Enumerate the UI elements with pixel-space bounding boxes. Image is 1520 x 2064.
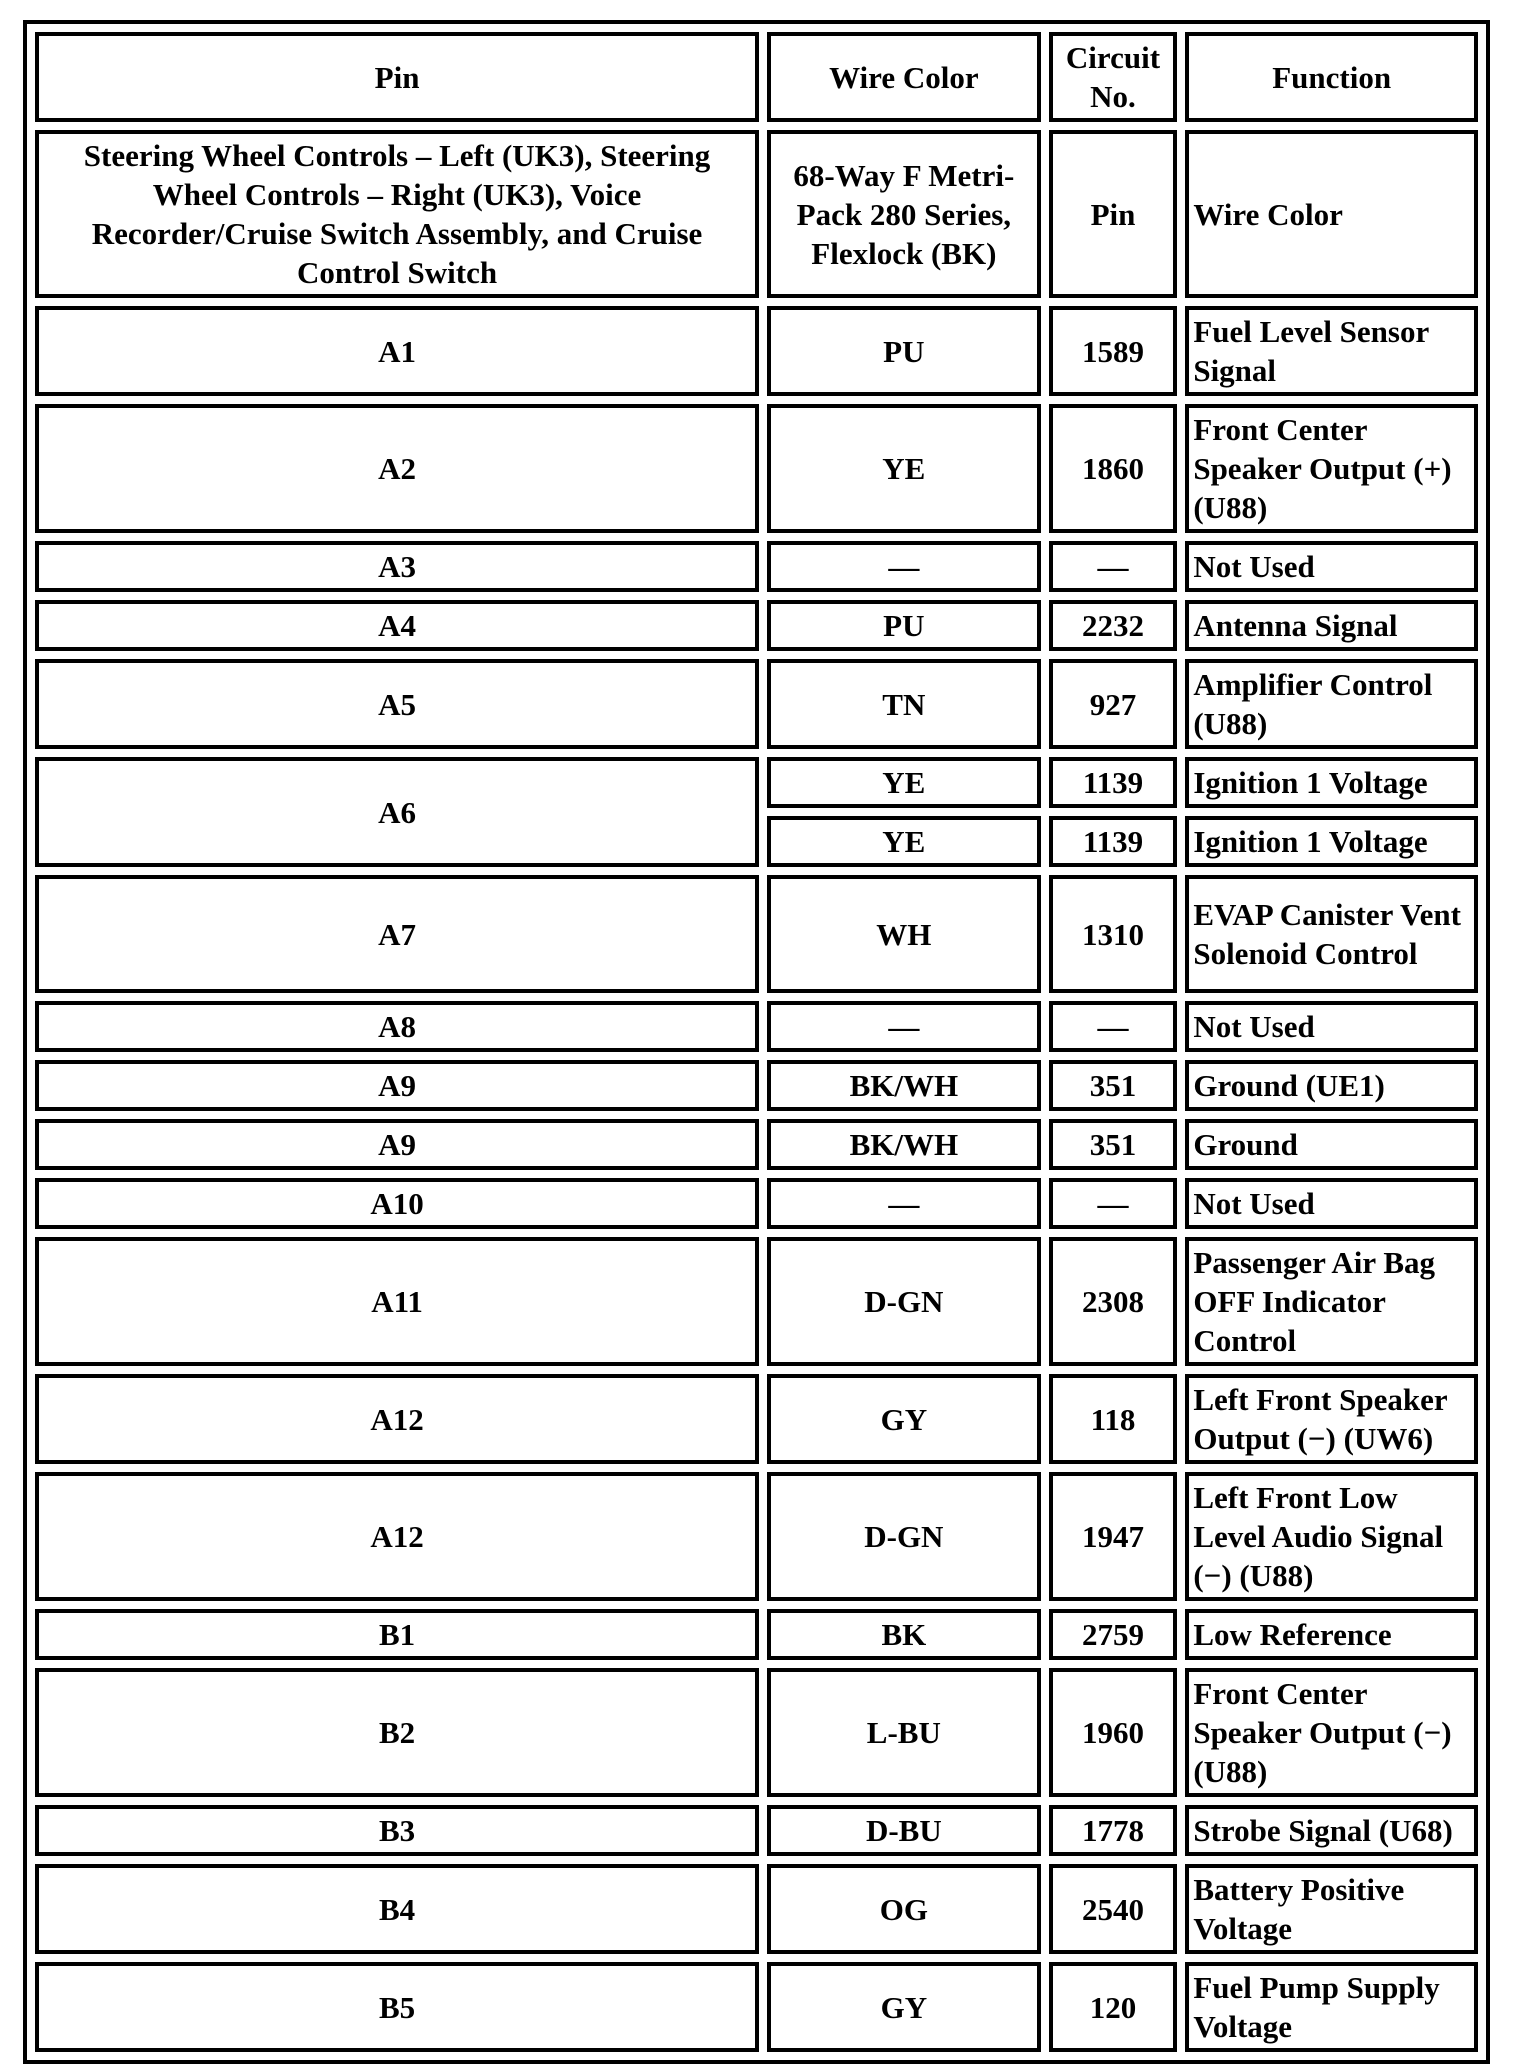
cell-pin: A9 — [35, 1060, 759, 1111]
table-row — [35, 1668, 1478, 1797]
cell-wire-color: PU — [767, 306, 1041, 396]
table-row — [35, 1237, 1478, 1366]
cell-wire-color: D-GN — [767, 1472, 1041, 1601]
cell-wire-color: L-BU — [767, 1668, 1041, 1797]
table-row — [35, 875, 1478, 993]
cell-function: Strobe Signal (U68) — [1185, 1805, 1478, 1856]
cell-function: Antenna Signal — [1185, 600, 1478, 651]
cell-wire-color: TN — [767, 659, 1041, 749]
cell-circuit: 120 — [1049, 1962, 1178, 2052]
cell-wire-color: YE — [767, 757, 1041, 808]
connector-pin-label: Pin — [1049, 130, 1178, 298]
cell-circuit: 1778 — [1049, 1805, 1178, 1856]
cell-wire-color: GY — [767, 1962, 1041, 2052]
cell-circuit: 1310 — [1049, 875, 1178, 993]
cell-pin: A11 — [35, 1237, 759, 1366]
cell-function: EVAP Canister Vent Solenoid Control — [1185, 875, 1478, 993]
cell-function: Front Center Speaker Output (+) (U88) — [1185, 404, 1478, 533]
cell-pin: A5 — [35, 659, 759, 749]
table-row — [35, 1119, 1478, 1170]
cell-function: Not Used — [1185, 1001, 1478, 1052]
connector-pinout-table — [23, 20, 1490, 2064]
cell-circuit: 1589 — [1049, 306, 1178, 396]
table-row — [35, 1472, 1478, 1601]
cell-pin: A7 — [35, 875, 759, 993]
cell-wire-color: PU — [767, 600, 1041, 651]
cell-pin: B2 — [35, 1668, 759, 1797]
table-row — [35, 1060, 1478, 1111]
cell-function: Ground — [1185, 1119, 1478, 1170]
cell-function: Passenger Air Bag OFF Indicator Control — [1185, 1237, 1478, 1366]
table-row — [35, 1001, 1478, 1052]
header-wire-color: Wire Color — [767, 32, 1041, 122]
cell-pin: B4 — [35, 1864, 759, 1954]
cell-pin: A6 — [35, 757, 759, 867]
table-row — [35, 1864, 1478, 1954]
cell-pin: A12 — [35, 1374, 759, 1464]
cell-function: Not Used — [1185, 1178, 1478, 1229]
cell-pin: A3 — [35, 541, 759, 592]
table-row — [35, 306, 1478, 396]
cell-pin: B5 — [35, 1962, 759, 2052]
cell-wire-color: BK/WH — [767, 1060, 1041, 1111]
cell-circuit: 351 — [1049, 1119, 1178, 1170]
cell-function: Fuel Level Sensor Signal — [1185, 306, 1478, 396]
cell-wire-color: YE — [767, 816, 1041, 867]
cell-wire-color: BK/WH — [767, 1119, 1041, 1170]
cell-wire-color: — — [767, 1001, 1041, 1052]
table-row — [35, 1609, 1478, 1660]
cell-pin: A2 — [35, 404, 759, 533]
cell-circuit: 2232 — [1049, 600, 1178, 651]
connector-wire-color-label: Wire Color — [1185, 130, 1478, 298]
cell-function: Ignition 1 Voltage — [1185, 757, 1478, 808]
cell-wire-color: GY — [767, 1374, 1041, 1464]
table-row — [35, 757, 1478, 808]
cell-wire-color: D-BU — [767, 1805, 1041, 1856]
cell-pin: B1 — [35, 1609, 759, 1660]
cell-wire-color: D-GN — [767, 1237, 1041, 1366]
cell-circuit: 351 — [1049, 1060, 1178, 1111]
table-row — [35, 1178, 1478, 1229]
cell-pin: A9 — [35, 1119, 759, 1170]
cell-wire-color: BK — [767, 1609, 1041, 1660]
cell-wire-color: — — [767, 1178, 1041, 1229]
cell-circuit: 2308 — [1049, 1237, 1178, 1366]
cell-circuit: 1860 — [1049, 404, 1178, 533]
connector-type: 68-Way F Metri-Pack 280 Series, Flexlock (BK) — [767, 130, 1041, 298]
table-row — [35, 404, 1478, 533]
cell-circuit: 2540 — [1049, 1864, 1178, 1954]
cell-pin: A10 — [35, 1178, 759, 1229]
cell-circuit: — — [1049, 1001, 1178, 1052]
cell-circuit: 1139 — [1049, 757, 1178, 808]
cell-function: Fuel Pump Supply Voltage — [1185, 1962, 1478, 2052]
cell-function: Not Used — [1185, 541, 1478, 592]
connector-description: Steering Wheel Controls – Left (UK3), Steering Wheel Controls – Right (UK3), Voice Recorder/Cruise Switch Assembly, and Cruise Control Switch — [35, 130, 759, 298]
connector-info-row — [35, 130, 1478, 298]
cell-pin: B3 — [35, 1805, 759, 1856]
table-row — [35, 1962, 1478, 2052]
cell-circuit: 1947 — [1049, 1472, 1178, 1601]
table-row — [35, 1805, 1478, 1856]
cell-function: Left Front Speaker Output (−) (UW6) — [1185, 1374, 1478, 1464]
cell-pin: A12 — [35, 1472, 759, 1601]
cell-wire-color: YE — [767, 404, 1041, 533]
table-row — [35, 600, 1478, 651]
cell-circuit: 1960 — [1049, 1668, 1178, 1797]
cell-circuit: — — [1049, 1178, 1178, 1229]
cell-function: Ignition 1 Voltage — [1185, 816, 1478, 867]
header-function: Function — [1185, 32, 1478, 122]
cell-function: Ground (UE1) — [1185, 1060, 1478, 1111]
table-row — [35, 541, 1478, 592]
cell-function: Low Reference — [1185, 1609, 1478, 1660]
cell-circuit: 118 — [1049, 1374, 1178, 1464]
cell-circuit: 927 — [1049, 659, 1178, 749]
cell-wire-color: — — [767, 541, 1041, 592]
cell-function: Left Front Low Level Audio Signal (−) (U88) — [1185, 1472, 1478, 1601]
cell-wire-color: OG — [767, 1864, 1041, 1954]
cell-function: Amplifier Control (U88) — [1185, 659, 1478, 749]
header-circuit-no: Circuit No. — [1049, 32, 1178, 122]
cell-pin: A8 — [35, 1001, 759, 1052]
cell-circuit: — — [1049, 541, 1178, 592]
cell-function: Battery Positive Voltage — [1185, 1864, 1478, 1954]
cell-circuit: 1139 — [1049, 816, 1178, 867]
cell-pin: A4 — [35, 600, 759, 651]
cell-circuit: 2759 — [1049, 1609, 1178, 1660]
cell-pin: A1 — [35, 306, 759, 396]
header-row — [35, 32, 1478, 122]
cell-function: Front Center Speaker Output (−) (U88) — [1185, 1668, 1478, 1797]
table-row — [35, 659, 1478, 749]
cell-wire-color: WH — [767, 875, 1041, 993]
table-row — [35, 1374, 1478, 1464]
pinout-sheet — [23, 20, 1490, 2044]
header-pin: Pin — [35, 32, 759, 122]
